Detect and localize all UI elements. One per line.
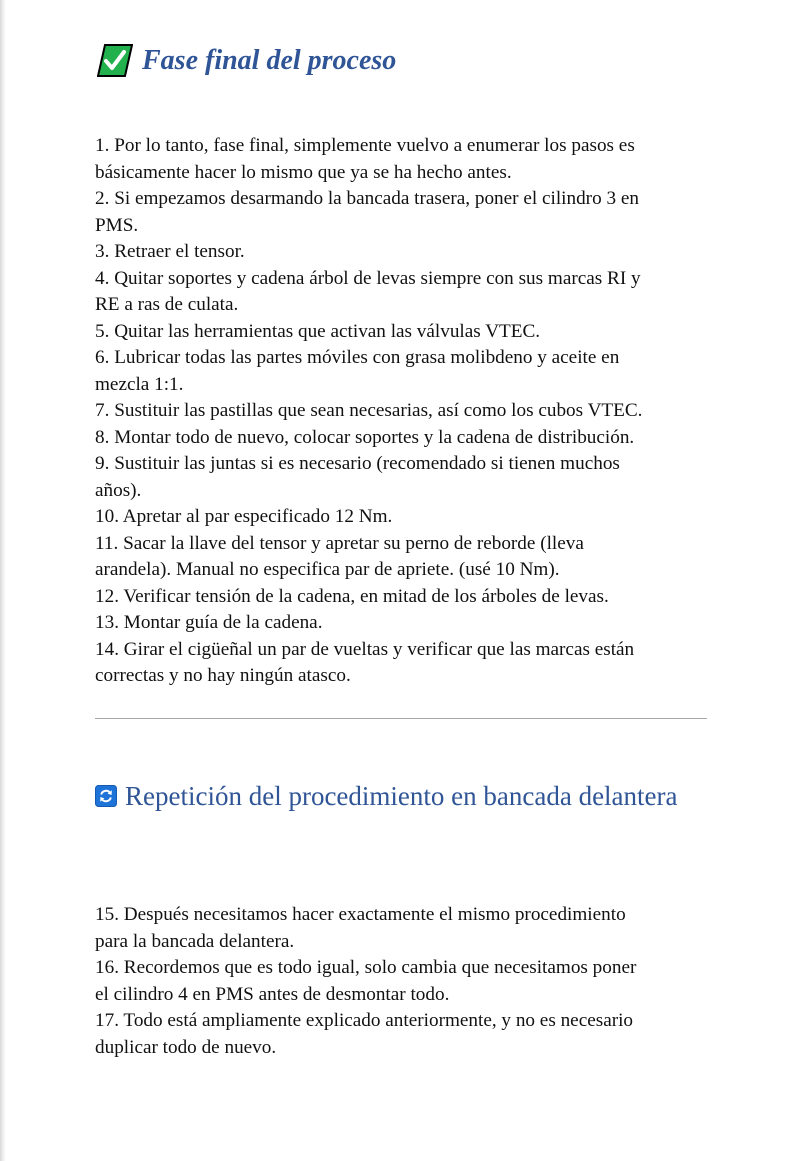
check-mark-icon	[97, 44, 133, 77]
text-line: 4. Quitar soportes y cadena árbol de levas siempre con sus marcas RI y	[95, 267, 641, 289]
text-line: RE a ras de culata.	[95, 294, 239, 315]
text-line: 16. Recordemos que es todo igual, solo cambia que necesitamos poner	[95, 957, 637, 978]
text-line: 7. Sustituir las pastillas que sean necesarias, así como los cubos VTEC.	[95, 400, 643, 421]
text-line: 3. Retraer el tensor.	[95, 241, 245, 262]
section-title: Fase final del proceso	[142, 44, 397, 76]
text-line: PMS.	[95, 214, 139, 236]
final-phase-steps	[95, 133, 707, 690]
horizontal-divider	[95, 718, 707, 719]
text-line: 2. Si empezamos desarmando la bancada trasera, poner el cilindro 3 en	[95, 188, 639, 209]
text-line: años).	[95, 479, 142, 501]
text-line: básicamente hacer lo mismo que ya se ha hecho antes.	[95, 161, 512, 183]
section-heading-final-phase	[97, 44, 396, 77]
text-line: 6. Lubricar todas las partes móviles con grasa molibdeno y aceite en	[95, 347, 620, 368]
text-line: 13. Montar guía de la cadena.	[95, 612, 323, 633]
text-line: 1. Por lo tanto, fase final, simplemente vuelvo a enumerar los pasos es	[95, 135, 635, 156]
text-line: 10. Apretar al par especificado 12 Nm.	[95, 506, 393, 527]
text-line: 5. Quitar las herramientas que activan las válvulas VTEC.	[95, 320, 541, 342]
text-line: arandela). Manual no especifica par de apriete. (usé 10 Nm).	[95, 559, 560, 580]
text-line: 15. Después necesitamos hacer exactamente el mismo procedimiento	[95, 904, 626, 925]
repeat-arrows-icon	[95, 780, 117, 802]
repeat-steps	[95, 902, 707, 1061]
text-line: correctas y no hay ningún atasco.	[95, 665, 351, 686]
text-line: 8. Montar todo de nuevo, colocar soportes y la cadena de distribución.	[95, 426, 635, 448]
text-line: 14. Girar el cigüeñal un par de vueltas y verificar que las marcas están	[95, 638, 635, 660]
text-line: el cilindro 4 en PMS antes de desmontar todo.	[95, 983, 450, 1005]
text-line: duplicar todo de nuevo.	[95, 1036, 277, 1058]
page-left-edge	[0, 0, 6, 1161]
section-title: Repetición del procedimiento en bancada delantera	[125, 781, 678, 811]
text-line: 11. Sacar la llave del tensor y apretar su perno de reborde (lleva	[95, 532, 584, 554]
text-line: 17. Todo está ampliamente explicado anteriormente, y no es necesario	[95, 1010, 634, 1031]
text-line: 9. Sustituir las juntas si es necesario (recomendado si tienen muchos	[95, 453, 620, 474]
text-line: para la bancada delantera.	[95, 930, 295, 952]
text-line: mezcla 1:1.	[95, 373, 184, 395]
text-line: 12. Verificar tensión de la cadena, en mitad de los árboles de levas.	[95, 585, 609, 607]
section-heading-repeat	[95, 778, 707, 814]
